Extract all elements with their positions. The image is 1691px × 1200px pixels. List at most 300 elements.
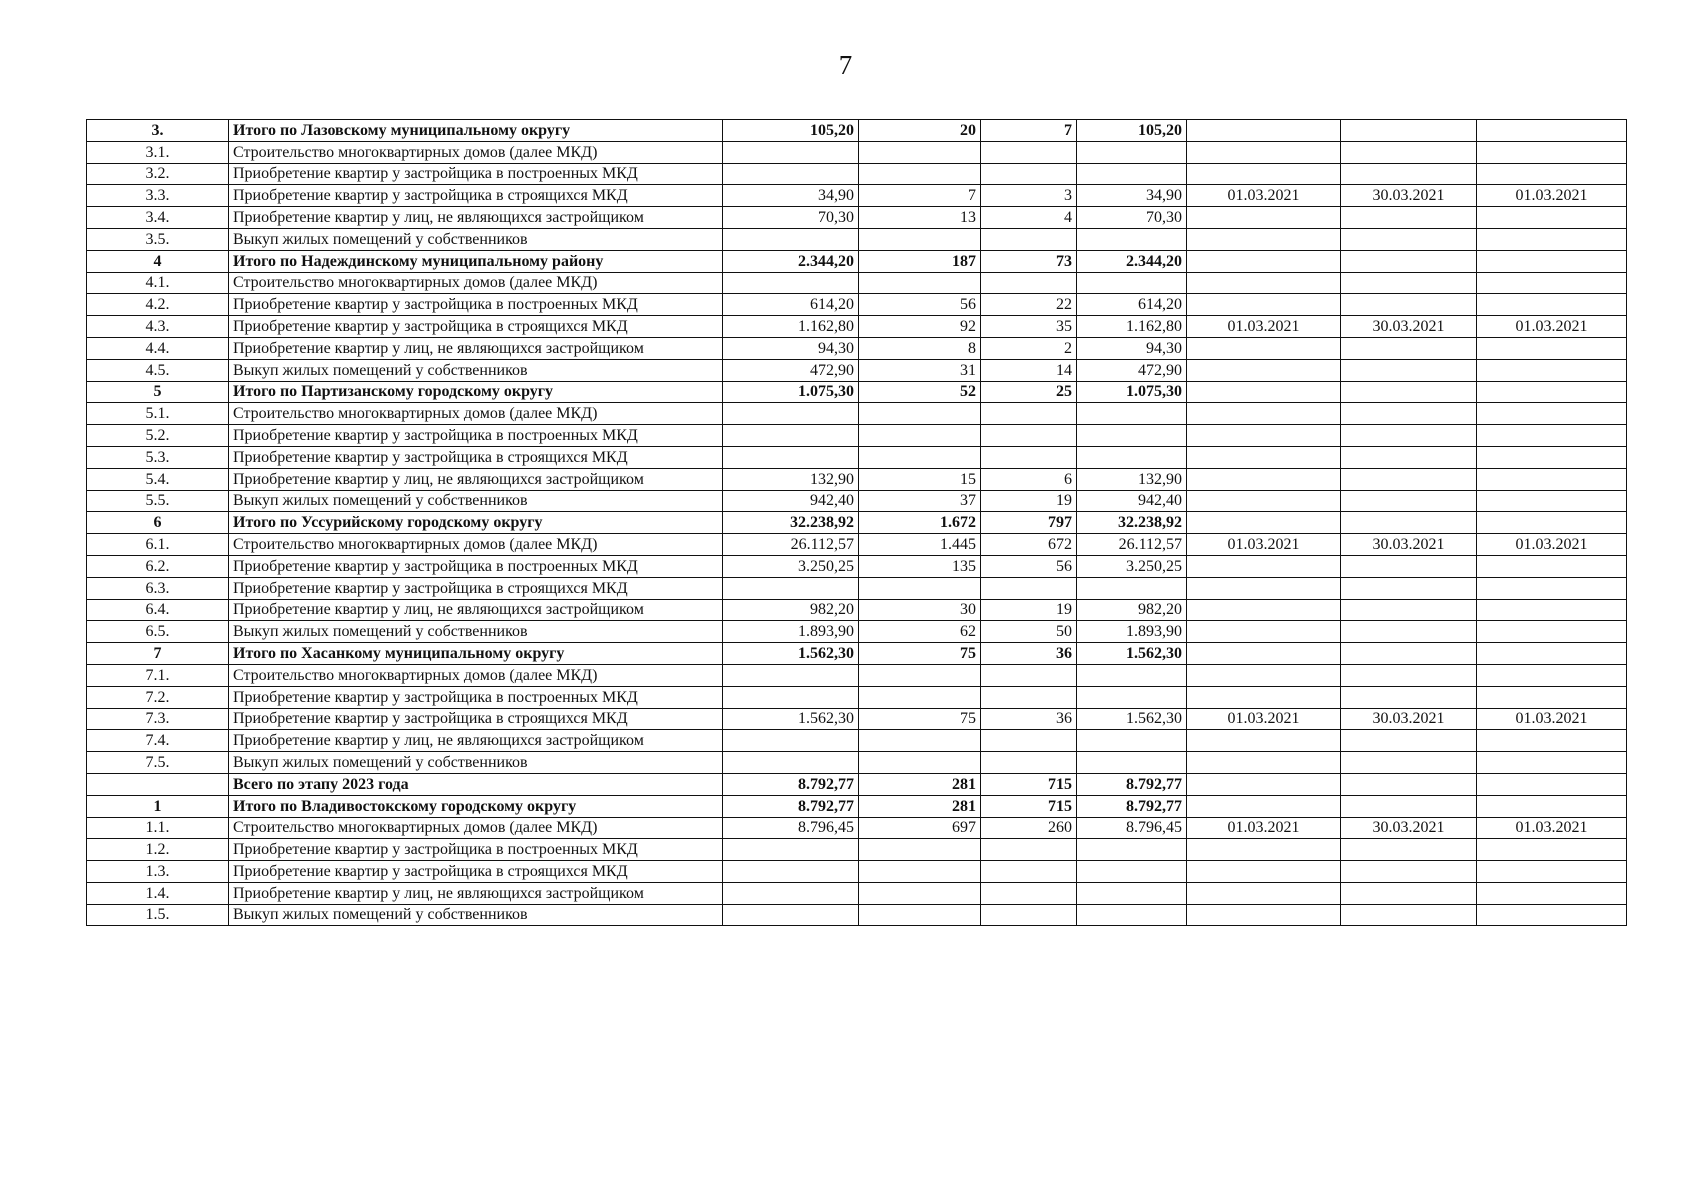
area-cell: 34,90 xyxy=(1077,185,1187,207)
table-row xyxy=(87,294,1627,316)
date-end-cell xyxy=(1477,773,1627,795)
units-cell: 7 xyxy=(981,120,1077,142)
cost-cell: 614,20 xyxy=(723,294,859,316)
units-cell: 797 xyxy=(981,512,1077,534)
cost-cell: 3.250,25 xyxy=(723,555,859,577)
area-cell xyxy=(1077,686,1187,708)
cost-cell xyxy=(723,664,859,686)
units-cell: 22 xyxy=(981,294,1077,316)
date-mid-cell xyxy=(1341,120,1477,142)
units-cell: 715 xyxy=(981,773,1077,795)
cost-cell: 34,90 xyxy=(723,185,859,207)
units-cell xyxy=(981,577,1077,599)
table-row xyxy=(87,664,1627,686)
table-row xyxy=(87,272,1627,294)
cost-cell xyxy=(723,730,859,752)
units-cell: 19 xyxy=(981,599,1077,621)
area-cell: 1.562,30 xyxy=(1077,708,1187,730)
date-start-cell: 01.03.2021 xyxy=(1187,316,1341,338)
row-name-cell: Приобретение квартир у застройщика в строящихся МКД xyxy=(229,316,723,338)
people-cell: 1.445 xyxy=(859,534,981,556)
cost-cell xyxy=(723,272,859,294)
table-row xyxy=(87,446,1627,468)
date-mid-cell xyxy=(1341,207,1477,229)
people-cell xyxy=(859,272,981,294)
table-row xyxy=(87,359,1627,381)
row-name-cell: Итого по Уссурийскому городскому округу xyxy=(229,512,723,534)
cost-cell xyxy=(723,752,859,774)
table-row xyxy=(87,686,1627,708)
people-cell xyxy=(859,163,981,185)
area-cell: 1.562,30 xyxy=(1077,643,1187,665)
row-number-cell: 7.3. xyxy=(87,708,229,730)
row-name-cell: Приобретение квартир у застройщика в построенных МКД xyxy=(229,686,723,708)
row-number-cell: 1.4. xyxy=(87,882,229,904)
row-number-cell: 3.5. xyxy=(87,228,229,250)
row-number-cell: 7.5. xyxy=(87,752,229,774)
date-end-cell: 01.03.2021 xyxy=(1477,534,1627,556)
program-stage-table xyxy=(86,119,1627,926)
units-cell xyxy=(981,446,1077,468)
row-number-cell: 1 xyxy=(87,795,229,817)
date-end-cell xyxy=(1477,643,1627,665)
total-row xyxy=(87,795,1627,817)
row-name-cell: Строительство многоквартирных домов (далее МКД) xyxy=(229,534,723,556)
people-cell: 1.672 xyxy=(859,512,981,534)
date-end-cell xyxy=(1477,904,1627,926)
people-cell xyxy=(859,904,981,926)
date-mid-cell xyxy=(1341,882,1477,904)
units-cell xyxy=(981,904,1077,926)
area-cell: 32.238,92 xyxy=(1077,512,1187,534)
table-row xyxy=(87,490,1627,512)
row-name-cell: Итого по Надеждинскому муниципальному району xyxy=(229,250,723,272)
date-mid-cell xyxy=(1341,621,1477,643)
date-end-cell xyxy=(1477,686,1627,708)
units-cell: 672 xyxy=(981,534,1077,556)
date-start-cell xyxy=(1187,904,1341,926)
date-mid-cell xyxy=(1341,577,1477,599)
date-mid-cell xyxy=(1341,643,1477,665)
date-start-cell xyxy=(1187,664,1341,686)
table-row xyxy=(87,207,1627,229)
area-cell xyxy=(1077,664,1187,686)
date-start-cell xyxy=(1187,294,1341,316)
date-mid-cell xyxy=(1341,272,1477,294)
date-mid-cell: 30.03.2021 xyxy=(1341,185,1477,207)
date-end-cell xyxy=(1477,294,1627,316)
table-row xyxy=(87,730,1627,752)
cost-cell xyxy=(723,403,859,425)
date-mid-cell xyxy=(1341,839,1477,861)
units-cell: 73 xyxy=(981,250,1077,272)
people-cell xyxy=(859,752,981,774)
row-name-cell: Приобретение квартир у застройщика в построенных МКД xyxy=(229,294,723,316)
people-cell: 62 xyxy=(859,621,981,643)
people-cell xyxy=(859,882,981,904)
row-name-cell: Итого по Владивостокскому городскому округу xyxy=(229,795,723,817)
date-start-cell xyxy=(1187,425,1341,447)
date-mid-cell xyxy=(1341,773,1477,795)
row-number-cell: 5.5. xyxy=(87,490,229,512)
row-name-cell: Строительство многоквартирных домов (далее МКД) xyxy=(229,272,723,294)
cost-cell: 32.238,92 xyxy=(723,512,859,534)
units-cell xyxy=(981,141,1077,163)
table-row xyxy=(87,599,1627,621)
row-name-cell: Строительство многоквартирных домов (далее МКД) xyxy=(229,664,723,686)
table-row xyxy=(87,904,1627,926)
cost-cell: 8.792,77 xyxy=(723,773,859,795)
people-cell xyxy=(859,839,981,861)
units-cell: 25 xyxy=(981,381,1077,403)
row-name-cell: Приобретение квартир у застройщика в построенных МКД xyxy=(229,425,723,447)
date-mid-cell xyxy=(1341,599,1477,621)
cost-cell xyxy=(723,882,859,904)
date-start-cell xyxy=(1187,861,1341,883)
row-name-cell: Выкуп жилых помещений у собственников xyxy=(229,621,723,643)
people-cell: 281 xyxy=(859,773,981,795)
units-cell xyxy=(981,163,1077,185)
people-cell xyxy=(859,403,981,425)
date-mid-cell: 30.03.2021 xyxy=(1341,817,1477,839)
people-cell: 15 xyxy=(859,468,981,490)
units-cell xyxy=(981,228,1077,250)
row-number-cell: 4.4. xyxy=(87,337,229,359)
units-cell: 50 xyxy=(981,621,1077,643)
date-mid-cell xyxy=(1341,795,1477,817)
row-name-cell: Приобретение квартир у застройщика в построенных МКД xyxy=(229,839,723,861)
units-cell: 6 xyxy=(981,468,1077,490)
date-start-cell: 01.03.2021 xyxy=(1187,534,1341,556)
area-cell xyxy=(1077,403,1187,425)
date-end-cell xyxy=(1477,512,1627,534)
date-mid-cell xyxy=(1341,381,1477,403)
row-number-cell: 3.4. xyxy=(87,207,229,229)
area-cell xyxy=(1077,861,1187,883)
people-cell: 92 xyxy=(859,316,981,338)
date-end-cell xyxy=(1477,272,1627,294)
area-cell: 8.792,77 xyxy=(1077,773,1187,795)
date-end-cell xyxy=(1477,403,1627,425)
date-mid-cell xyxy=(1341,250,1477,272)
units-cell: 2 xyxy=(981,337,1077,359)
area-cell: 94,30 xyxy=(1077,337,1187,359)
row-name-cell: Строительство многоквартирных домов (далее МКД) xyxy=(229,817,723,839)
date-end-cell xyxy=(1477,577,1627,599)
units-cell xyxy=(981,752,1077,774)
area-cell: 8.792,77 xyxy=(1077,795,1187,817)
people-cell: 30 xyxy=(859,599,981,621)
cost-cell: 94,30 xyxy=(723,337,859,359)
area-cell: 1.075,30 xyxy=(1077,381,1187,403)
row-name-cell: Приобретение квартир у лиц, не являющихся застройщиком xyxy=(229,599,723,621)
units-cell xyxy=(981,839,1077,861)
cost-cell: 942,40 xyxy=(723,490,859,512)
area-cell: 105,20 xyxy=(1077,120,1187,142)
date-mid-cell xyxy=(1341,337,1477,359)
row-number-cell: 6.2. xyxy=(87,555,229,577)
date-end-cell xyxy=(1477,228,1627,250)
table-body xyxy=(87,120,1627,926)
people-cell xyxy=(859,141,981,163)
table-row xyxy=(87,577,1627,599)
date-mid-cell xyxy=(1341,490,1477,512)
table-row xyxy=(87,228,1627,250)
area-cell xyxy=(1077,904,1187,926)
cost-cell xyxy=(723,425,859,447)
cost-cell: 1.562,30 xyxy=(723,643,859,665)
date-mid-cell xyxy=(1341,294,1477,316)
cost-cell: 1.162,80 xyxy=(723,316,859,338)
row-number-cell: 5.3. xyxy=(87,446,229,468)
date-end-cell xyxy=(1477,839,1627,861)
people-cell: 31 xyxy=(859,359,981,381)
date-start-cell xyxy=(1187,163,1341,185)
people-cell xyxy=(859,577,981,599)
row-number-cell: 4.1. xyxy=(87,272,229,294)
cost-cell: 70,30 xyxy=(723,207,859,229)
table-row xyxy=(87,468,1627,490)
date-start-cell xyxy=(1187,555,1341,577)
units-cell: 36 xyxy=(981,708,1077,730)
row-number-cell: 3. xyxy=(87,120,229,142)
table-row xyxy=(87,425,1627,447)
row-number-cell: 3.3. xyxy=(87,185,229,207)
area-cell xyxy=(1077,163,1187,185)
row-number-cell: 7.1. xyxy=(87,664,229,686)
date-end-cell xyxy=(1477,490,1627,512)
row-name-cell: Выкуп жилых помещений у собственников xyxy=(229,228,723,250)
row-number-cell: 7.4. xyxy=(87,730,229,752)
units-cell xyxy=(981,425,1077,447)
date-end-cell xyxy=(1477,555,1627,577)
area-cell xyxy=(1077,141,1187,163)
area-cell: 982,20 xyxy=(1077,599,1187,621)
date-start-cell xyxy=(1187,512,1341,534)
date-start-cell xyxy=(1187,686,1341,708)
date-end-cell xyxy=(1477,163,1627,185)
date-start-cell xyxy=(1187,882,1341,904)
date-start-cell xyxy=(1187,621,1341,643)
units-cell: 19 xyxy=(981,490,1077,512)
units-cell: 35 xyxy=(981,316,1077,338)
row-name-cell: Приобретение квартир у лиц, не являющихся застройщиком xyxy=(229,337,723,359)
cost-cell xyxy=(723,446,859,468)
date-start-cell xyxy=(1187,120,1341,142)
row-name-cell: Приобретение квартир у лиц, не являющихся застройщиком xyxy=(229,207,723,229)
date-mid-cell xyxy=(1341,228,1477,250)
row-number-cell: 4 xyxy=(87,250,229,272)
units-cell: 14 xyxy=(981,359,1077,381)
people-cell: 52 xyxy=(859,381,981,403)
date-end-cell xyxy=(1477,425,1627,447)
total-row xyxy=(87,773,1627,795)
row-name-cell: Приобретение квартир у застройщика в строящихся МКД xyxy=(229,708,723,730)
people-cell xyxy=(859,730,981,752)
table-row xyxy=(87,555,1627,577)
cost-cell: 982,20 xyxy=(723,599,859,621)
date-start-cell: 01.03.2021 xyxy=(1187,185,1341,207)
area-cell: 2.344,20 xyxy=(1077,250,1187,272)
row-number-cell xyxy=(87,773,229,795)
cost-cell: 1.562,30 xyxy=(723,708,859,730)
people-cell xyxy=(859,228,981,250)
cost-cell: 1.893,90 xyxy=(723,621,859,643)
people-cell: 135 xyxy=(859,555,981,577)
cost-cell: 8.792,77 xyxy=(723,795,859,817)
row-number-cell: 6.3. xyxy=(87,577,229,599)
total-row xyxy=(87,512,1627,534)
date-start-cell xyxy=(1187,359,1341,381)
date-start-cell xyxy=(1187,730,1341,752)
total-row xyxy=(87,120,1627,142)
area-cell: 942,40 xyxy=(1077,490,1187,512)
date-end-cell xyxy=(1477,882,1627,904)
table-row xyxy=(87,817,1627,839)
area-cell xyxy=(1077,730,1187,752)
date-mid-cell xyxy=(1341,403,1477,425)
row-name-cell: Приобретение квартир у лиц, не являющихся застройщиком xyxy=(229,468,723,490)
total-row xyxy=(87,250,1627,272)
area-cell xyxy=(1077,425,1187,447)
row-number-cell: 7.2. xyxy=(87,686,229,708)
people-cell xyxy=(859,446,981,468)
date-end-cell xyxy=(1477,446,1627,468)
date-start-cell xyxy=(1187,228,1341,250)
units-cell: 3 xyxy=(981,185,1077,207)
table-row xyxy=(87,337,1627,359)
units-cell xyxy=(981,272,1077,294)
table-row xyxy=(87,861,1627,883)
date-end-cell: 01.03.2021 xyxy=(1477,708,1627,730)
date-end-cell xyxy=(1477,250,1627,272)
date-end-cell xyxy=(1477,359,1627,381)
cost-cell: 472,90 xyxy=(723,359,859,381)
table-row xyxy=(87,534,1627,556)
table-row xyxy=(87,621,1627,643)
table-row xyxy=(87,403,1627,425)
date-start-cell xyxy=(1187,752,1341,774)
cost-cell: 1.075,30 xyxy=(723,381,859,403)
date-end-cell xyxy=(1477,120,1627,142)
row-number-cell: 6.5. xyxy=(87,621,229,643)
date-end-cell: 01.03.2021 xyxy=(1477,316,1627,338)
row-name-cell: Выкуп жилых помещений у собственников xyxy=(229,904,723,926)
date-mid-cell xyxy=(1341,664,1477,686)
row-number-cell: 1.5. xyxy=(87,904,229,926)
date-end-cell xyxy=(1477,468,1627,490)
people-cell: 7 xyxy=(859,185,981,207)
date-mid-cell xyxy=(1341,425,1477,447)
area-cell: 26.112,57 xyxy=(1077,534,1187,556)
date-mid-cell xyxy=(1341,359,1477,381)
row-name-cell: Приобретение квартир у застройщика в строящихся МКД xyxy=(229,577,723,599)
cost-cell xyxy=(723,163,859,185)
row-name-cell: Всего по этапу 2023 года xyxy=(229,773,723,795)
people-cell: 187 xyxy=(859,250,981,272)
area-cell xyxy=(1077,446,1187,468)
total-row xyxy=(87,381,1627,403)
row-name-cell: Выкуп жилых помещений у собственников xyxy=(229,752,723,774)
units-cell: 715 xyxy=(981,795,1077,817)
date-mid-cell xyxy=(1341,752,1477,774)
row-name-cell: Приобретение квартир у лиц, не являющихся застройщиком xyxy=(229,730,723,752)
row-name-cell: Строительство многоквартирных домов (далее МКД) xyxy=(229,403,723,425)
row-number-cell: 1.2. xyxy=(87,839,229,861)
people-cell: 281 xyxy=(859,795,981,817)
cost-cell: 8.796,45 xyxy=(723,817,859,839)
date-start-cell: 01.03.2021 xyxy=(1187,708,1341,730)
table-row xyxy=(87,141,1627,163)
area-cell: 1.162,80 xyxy=(1077,316,1187,338)
date-start-cell xyxy=(1187,272,1341,294)
row-number-cell: 5.2. xyxy=(87,425,229,447)
table-row xyxy=(87,163,1627,185)
total-row xyxy=(87,643,1627,665)
people-cell: 20 xyxy=(859,120,981,142)
row-number-cell: 7 xyxy=(87,643,229,665)
row-number-cell: 5.1. xyxy=(87,403,229,425)
area-cell xyxy=(1077,839,1187,861)
date-start-cell xyxy=(1187,577,1341,599)
date-mid-cell xyxy=(1341,861,1477,883)
row-name-cell: Приобретение квартир у лиц, не являющихся застройщиком xyxy=(229,882,723,904)
row-number-cell: 5.4. xyxy=(87,468,229,490)
people-cell: 8 xyxy=(859,337,981,359)
area-cell: 472,90 xyxy=(1077,359,1187,381)
people-cell xyxy=(859,425,981,447)
area-cell: 132,90 xyxy=(1077,468,1187,490)
row-number-cell: 3.2. xyxy=(87,163,229,185)
area-cell: 70,30 xyxy=(1077,207,1187,229)
units-cell xyxy=(981,730,1077,752)
table-row xyxy=(87,708,1627,730)
row-name-cell: Приобретение квартир у застройщика в построенных МКД xyxy=(229,163,723,185)
table-row xyxy=(87,185,1627,207)
row-number-cell: 1.3. xyxy=(87,861,229,883)
date-end-cell xyxy=(1477,337,1627,359)
date-end-cell xyxy=(1477,752,1627,774)
people-cell: 75 xyxy=(859,643,981,665)
row-number-cell: 1.1. xyxy=(87,817,229,839)
units-cell xyxy=(981,403,1077,425)
date-end-cell xyxy=(1477,381,1627,403)
row-number-cell: 6.4. xyxy=(87,599,229,621)
area-cell xyxy=(1077,272,1187,294)
date-mid-cell xyxy=(1341,141,1477,163)
date-start-cell xyxy=(1187,446,1341,468)
cost-cell: 26.112,57 xyxy=(723,534,859,556)
people-cell xyxy=(859,861,981,883)
row-name-cell: Приобретение квартир у застройщика в строящихся МКД xyxy=(229,185,723,207)
date-end-cell xyxy=(1477,599,1627,621)
date-start-cell xyxy=(1187,141,1341,163)
cost-cell xyxy=(723,228,859,250)
row-name-cell: Выкуп жилых помещений у собственников xyxy=(229,359,723,381)
cost-cell xyxy=(723,904,859,926)
row-name-cell: Выкуп жилых помещений у собственников xyxy=(229,490,723,512)
date-start-cell xyxy=(1187,839,1341,861)
units-cell xyxy=(981,861,1077,883)
date-mid-cell xyxy=(1341,468,1477,490)
cost-cell: 2.344,20 xyxy=(723,250,859,272)
table-row xyxy=(87,752,1627,774)
people-cell: 56 xyxy=(859,294,981,316)
date-mid-cell xyxy=(1341,446,1477,468)
date-start-cell xyxy=(1187,643,1341,665)
units-cell xyxy=(981,686,1077,708)
area-cell xyxy=(1077,882,1187,904)
